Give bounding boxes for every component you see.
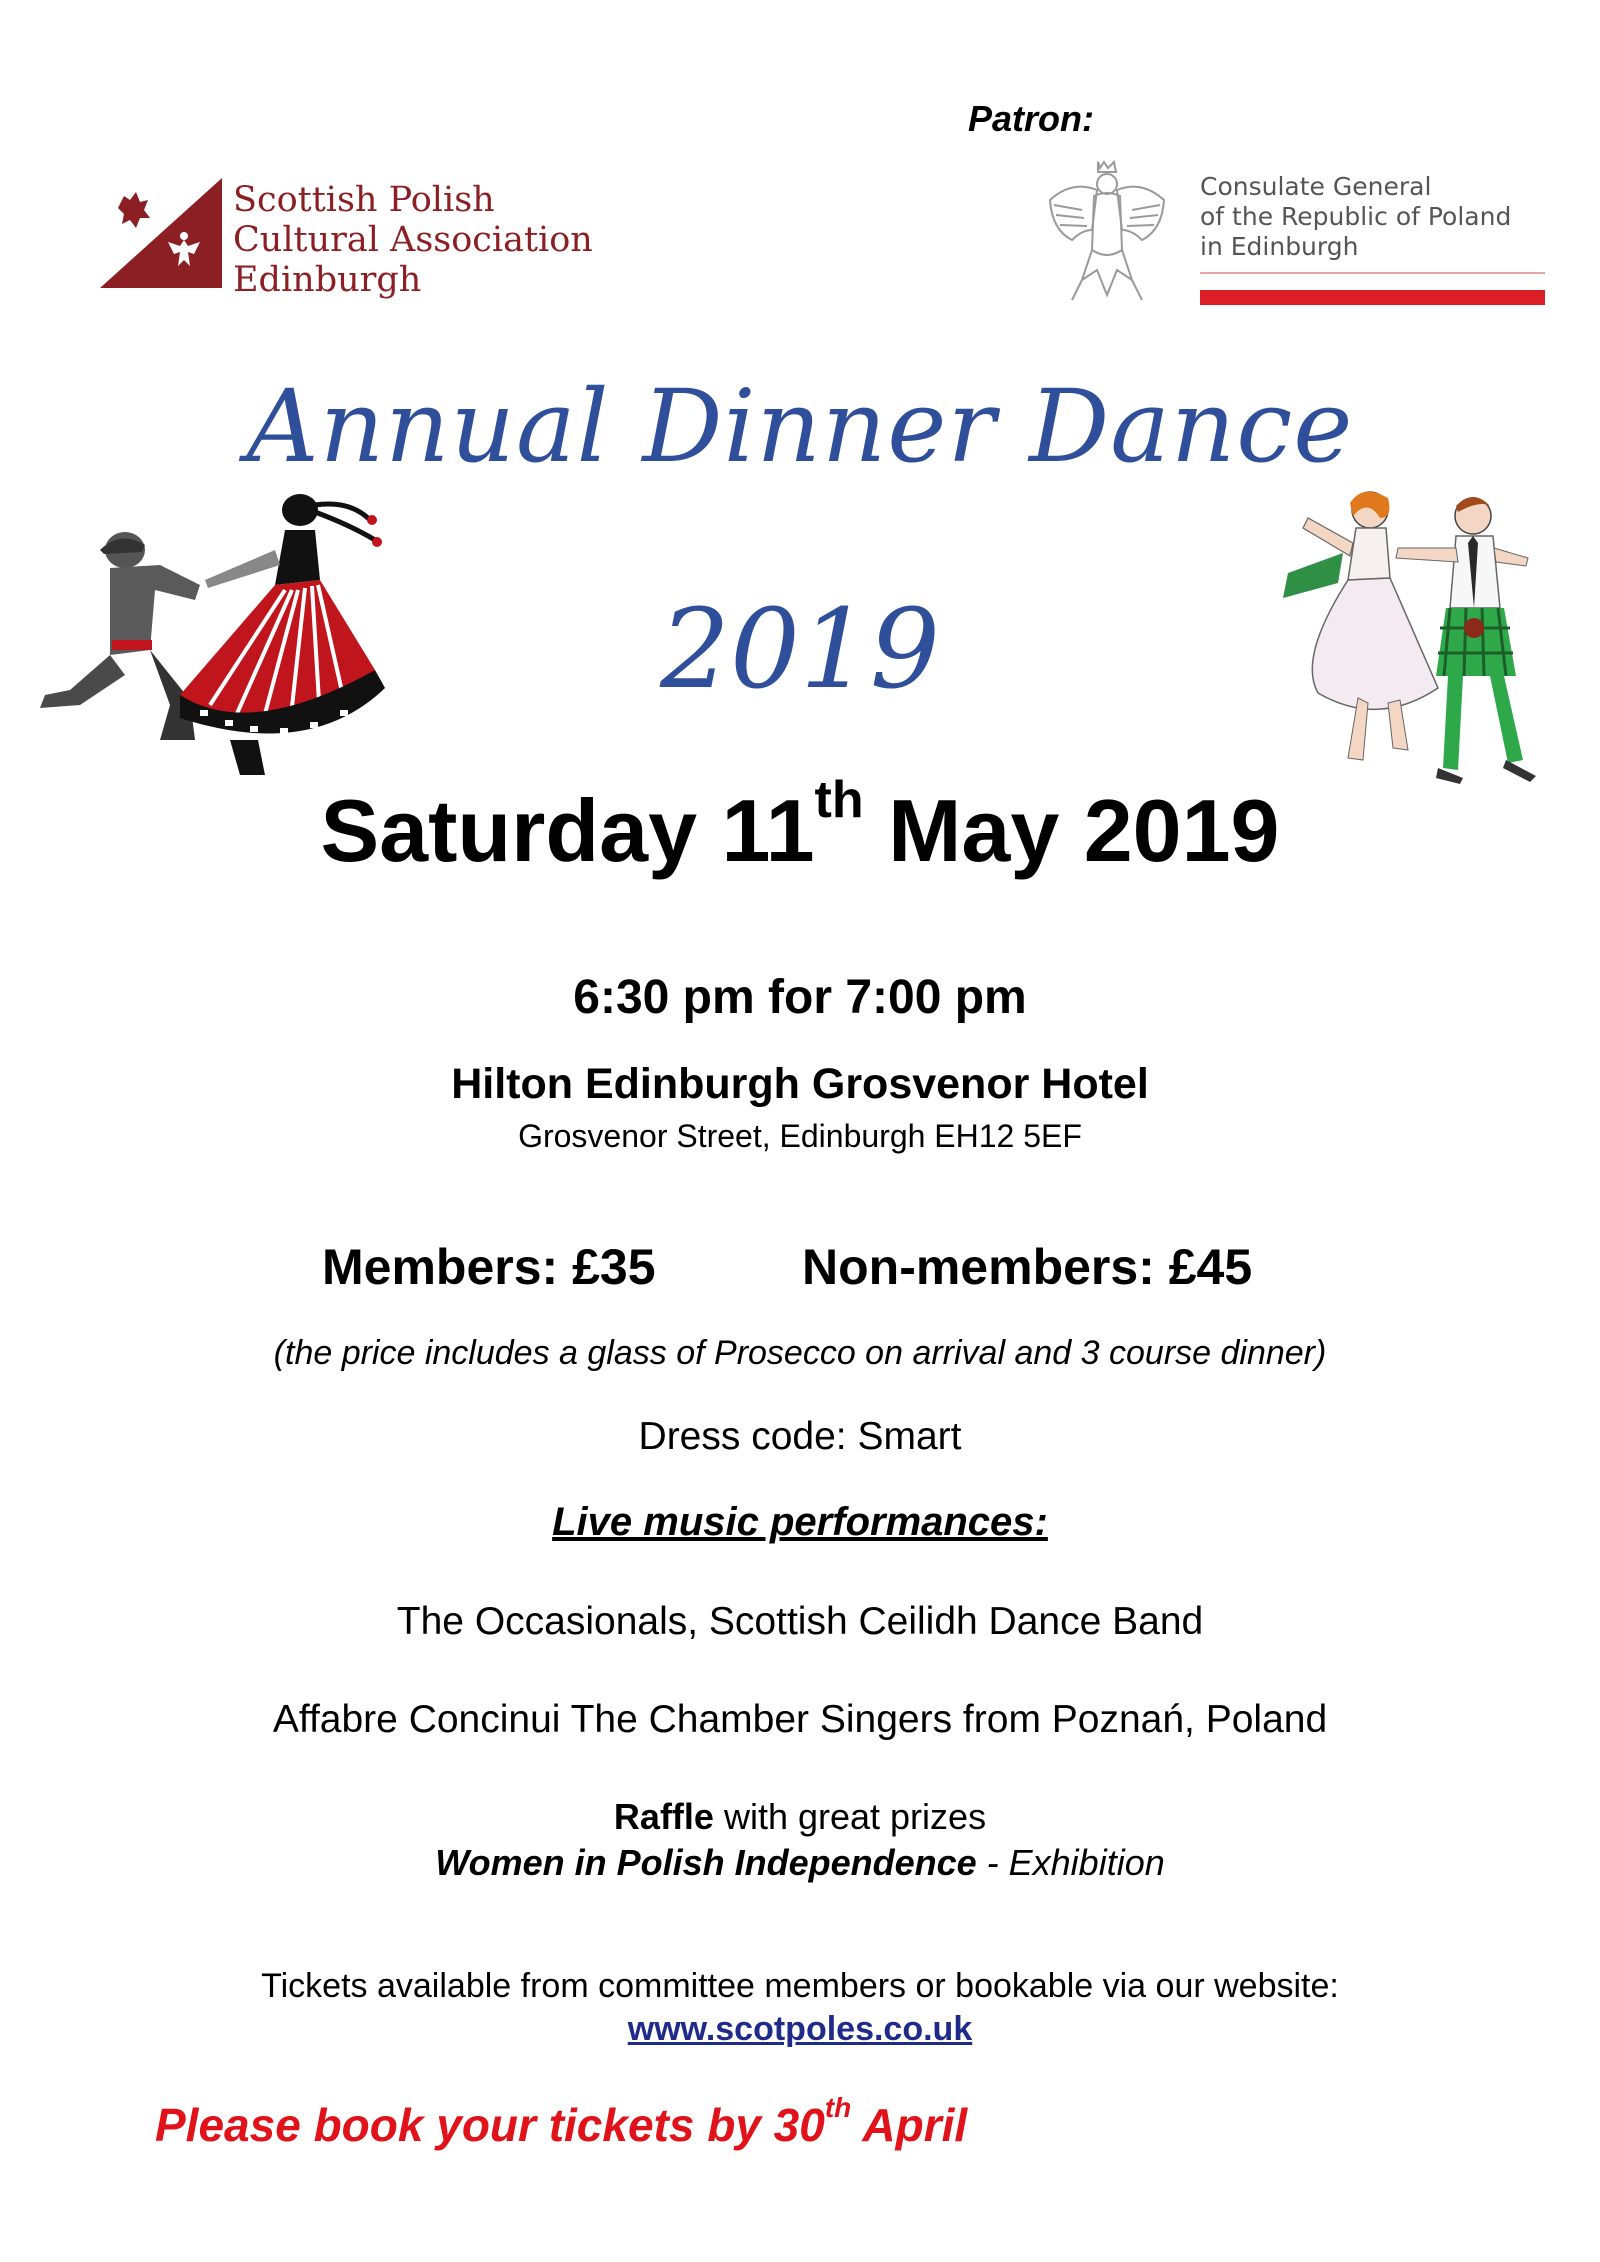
price-members: Members: £35 [322, 1239, 656, 1295]
consulate-divider [1200, 272, 1545, 274]
booking-deadline [155, 2092, 968, 2152]
deadline-before: Please book your tickets by 30 [155, 2099, 825, 2151]
polish-eagle-icon [1042, 160, 1172, 310]
spca-name [233, 180, 593, 300]
performer-item: Affabre Concinui The Chamber Singers from Poznań, Poland [272, 1698, 1328, 1741]
spca-name-line2: Cultural Association [233, 220, 593, 260]
raffle-label: Raffle [613, 1796, 714, 1837]
raffle-line [0, 1796, 1600, 1838]
event-time: 6:30 pm for 7:00 pm [573, 971, 1027, 1024]
price-non-members: Non-members: £45 [802, 1239, 1253, 1295]
event-date-day: Saturday 11 [320, 781, 815, 880]
deadline-suffix: th [824, 2092, 852, 2123]
consulate-name [1200, 172, 1511, 262]
patron-label: Patron: [968, 98, 1094, 139]
consulate-name-line1: Consulate General [1200, 172, 1432, 201]
exhibition-line [0, 1842, 1600, 1884]
exhibition-rest: - Exhibition [976, 1842, 1165, 1883]
event-date-suffix: th [814, 771, 864, 829]
polish-eagle-emblem [1042, 160, 1172, 315]
consulate-red-bar [1200, 290, 1545, 305]
venue-name: Hilton Edinburgh Grosvenor Hotel [451, 1060, 1149, 1108]
performer-item: The Occasionals, Scottish Ceilidh Dance Band [396, 1600, 1204, 1643]
exhibition-title: Women in Polish Independence [435, 1842, 977, 1883]
dress-code: Dress code: Smart [638, 1415, 962, 1458]
event-date-month-year: May 2019 [863, 781, 1280, 880]
price-note: (the price includes a glass of Prosecco on arrival and 3 course dinner) [273, 1334, 1327, 1372]
spca-name-line3: Edinburgh [233, 260, 422, 300]
raffle-rest: with great prizes [713, 1796, 987, 1837]
tickets-info: Tickets available from committee members or bookable via our website: [261, 1967, 1339, 2005]
event-year: 2019 [660, 585, 940, 713]
consulate-name-line2: of the Republic of Poland [1200, 202, 1512, 231]
website-link[interactable]: www.scotpoles.co.uk [627, 2010, 973, 2048]
spca-logo-icon [100, 178, 225, 290]
deadline-after: April [851, 2099, 968, 2151]
music-heading: Live music performances: [552, 1500, 1048, 1544]
event-date [0, 771, 1600, 882]
spca-logo [100, 178, 225, 295]
event-title: Annual Dinner Dance [246, 368, 1354, 485]
venue-address: Grosvenor Street, Edinburgh EH12 5EF [518, 1118, 1082, 1154]
spca-name-line1: Scottish Polish [233, 180, 495, 220]
consulate-name-line3: in Edinburgh [1200, 232, 1359, 261]
